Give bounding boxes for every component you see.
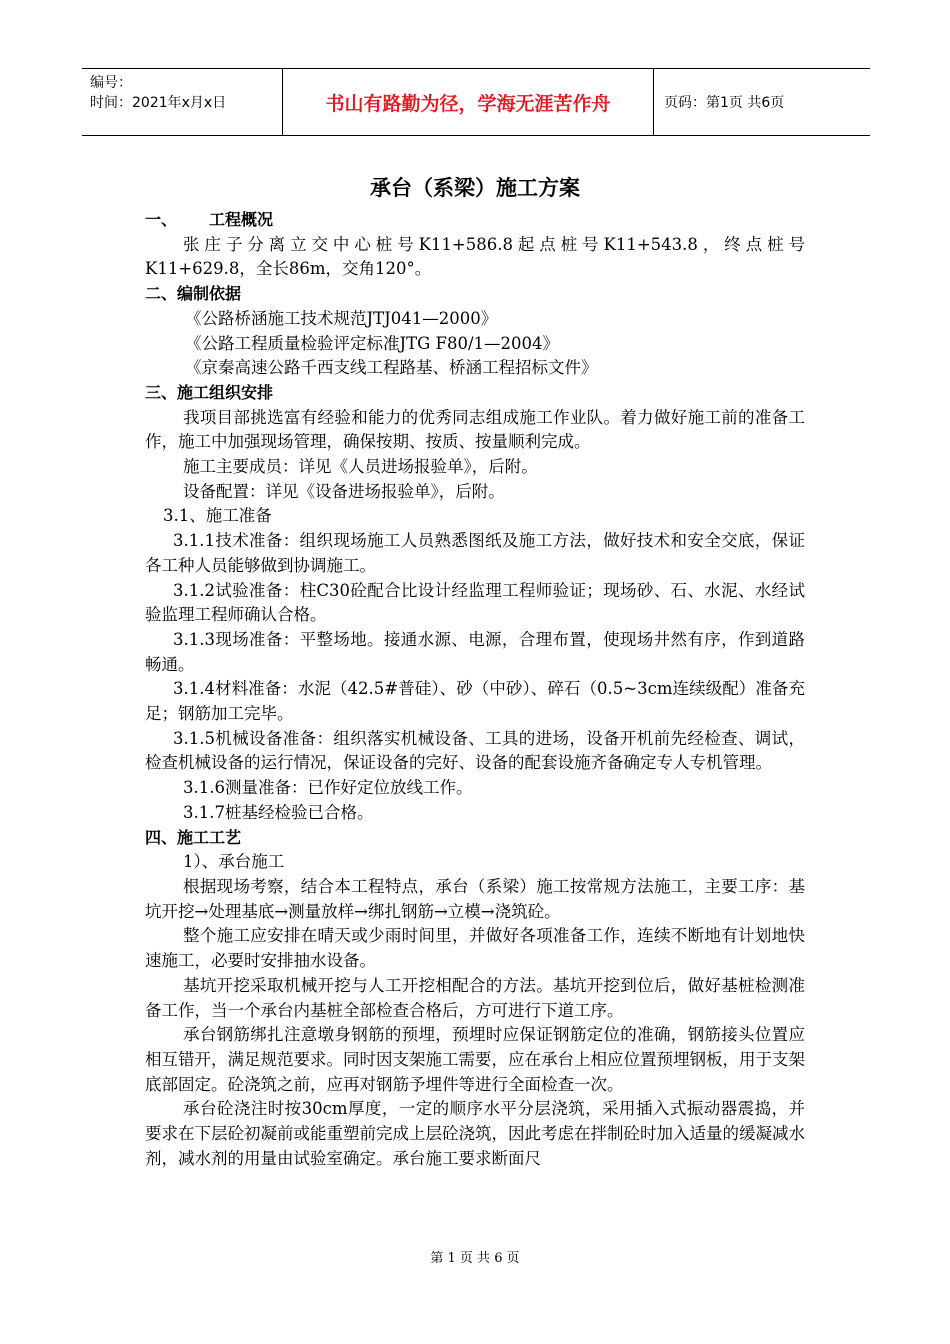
- section-number: 一、: [145, 210, 178, 229]
- paragraph: 整个施工应安排在晴天或少雨时间里，并做好各项准备工作，连续不断地有计划地快速施工，必要时安排抽水设备。: [145, 926, 805, 971]
- paragraph: 根据现场考察，结合本工程特点，承台（系梁）施工按常规方法施工，主要工序：基坑开挖→处理基底→测量放样→绑扎钢筋→立模→浇筑砼。: [145, 876, 805, 921]
- doc-number-label: 编号：: [90, 75, 132, 91]
- page-footer: 第 1 页 共 6 页: [430, 1251, 520, 1266]
- paragraph: 设备配置：详见《设备进场报验单》，后附。: [183, 481, 505, 501]
- header-page-info: 页码：第1页 共6页: [664, 95, 785, 111]
- doc-date-label: 时间：2021年x月x日: [90, 95, 227, 111]
- reference-item: 《公路工程质量检验评定标准JTG F80/1—2004》: [185, 333, 560, 353]
- section-heading-3: 三、施工组织安排: [145, 382, 274, 402]
- paragraph: 张庄子分离立交中心桩号K11+586.8起点桩号K11+543.8，终点桩号K11+629.8，全长86m，交角120°。: [145, 234, 805, 279]
- section-title: 工程概况: [209, 210, 274, 229]
- paragraph: 3.1.7桩基经检验已合格。: [183, 802, 374, 822]
- paragraph: 基坑开挖采取机械开挖与人工开挖相配合的方法。基坑开挖到位后，做好基桩检测准备工作，当一个承台内基桩全部检查合格后，方可进行下道工序。: [145, 975, 805, 1020]
- paragraph: 3.1.2试验准备：柱C30砼配合比设计经监理工程师验证；现场砂、石、水泥、水经试验监理工程师确认合格。: [145, 580, 805, 625]
- document-title: 承台（系梁）施工方案: [370, 176, 580, 200]
- section-heading-1: [145, 208, 805, 233]
- reference-item: 《公路桥涵施工技术规范JTJ041—2000》: [185, 308, 498, 328]
- paragraph: 3.1.6测量准备：已作好定位放线工作。: [183, 778, 473, 798]
- section-heading-4: 四、施工工艺: [145, 827, 242, 847]
- paragraph: 我项目部挑选富有经验和能力的优秀同志组成施工作业队。着力做好施工前的准备工作，施工中加强现场管理，确保按期、按质、按量顺利完成。: [145, 407, 805, 452]
- subsection-heading: 3.1、施工准备: [163, 506, 272, 526]
- subsection-heading: 1）、承台施工: [183, 852, 285, 872]
- page-header: [82, 68, 870, 136]
- paragraph: 3.1.3现场准备：平整场地。接通水源、电源，合理布置，使现场井然有序，作到道路畅通。: [145, 629, 805, 674]
- paragraph: 施工主要成员：详见《人员进场报验单》，后附。: [183, 457, 538, 477]
- paragraph: 3.1.4材料准备：水泥（42.5#普硅）、砂（中砂）、碎石（0.5~3cm连续级配）准备充足；钢筋加工完毕。: [145, 679, 805, 724]
- header-meta: [82, 69, 282, 135]
- reference-item: 《京秦高速公路千西支线工程路基、桥涵工程招标文件》: [185, 358, 598, 378]
- paragraph: 3.1.5机械设备准备：组织落实机械设备、工具的进场，设备开机前先经检查、调试，检查机械设备的运行情况，保证设备的完好、设备的配套设施齐备确定专人专机管理。: [145, 728, 805, 773]
- section-heading-2: 二、编制依据: [145, 284, 242, 304]
- paragraph: 承台砼浇注时按30cm厚度，一定的顺序水平分层浇筑，采用插入式振动器震捣，并要求在下层砼初凝前或能重塑前完成上层砼浇筑，因此考虑在拌制砼时加入适量的缓凝减水剂，减水剂的用量由试验室确定。承台施工要求断面尺: [145, 1099, 805, 1168]
- paragraph: 承台钢筋绑扎注意墩身钢筋的预埋，预埋时应保证钢筋定位的准确，钢筋接头位置应相互错开，满足规范要求。同时因支架施工需要，应在承台上相应位置预埋钢板，用于支架底部固定。砼浇筑之前，应再对钢筋予埋件等进行全面检查一次。: [145, 1025, 805, 1094]
- paragraph: 3.1.1技术准备：组织现场施工人员熟悉图纸及施工方法，做好技术和安全交底，保证各工种人员能够做到协调施工。: [145, 531, 805, 575]
- header-motto: 书山有路勤为径，学海无涯苦作舟: [282, 69, 654, 135]
- document-body: [145, 208, 805, 1171]
